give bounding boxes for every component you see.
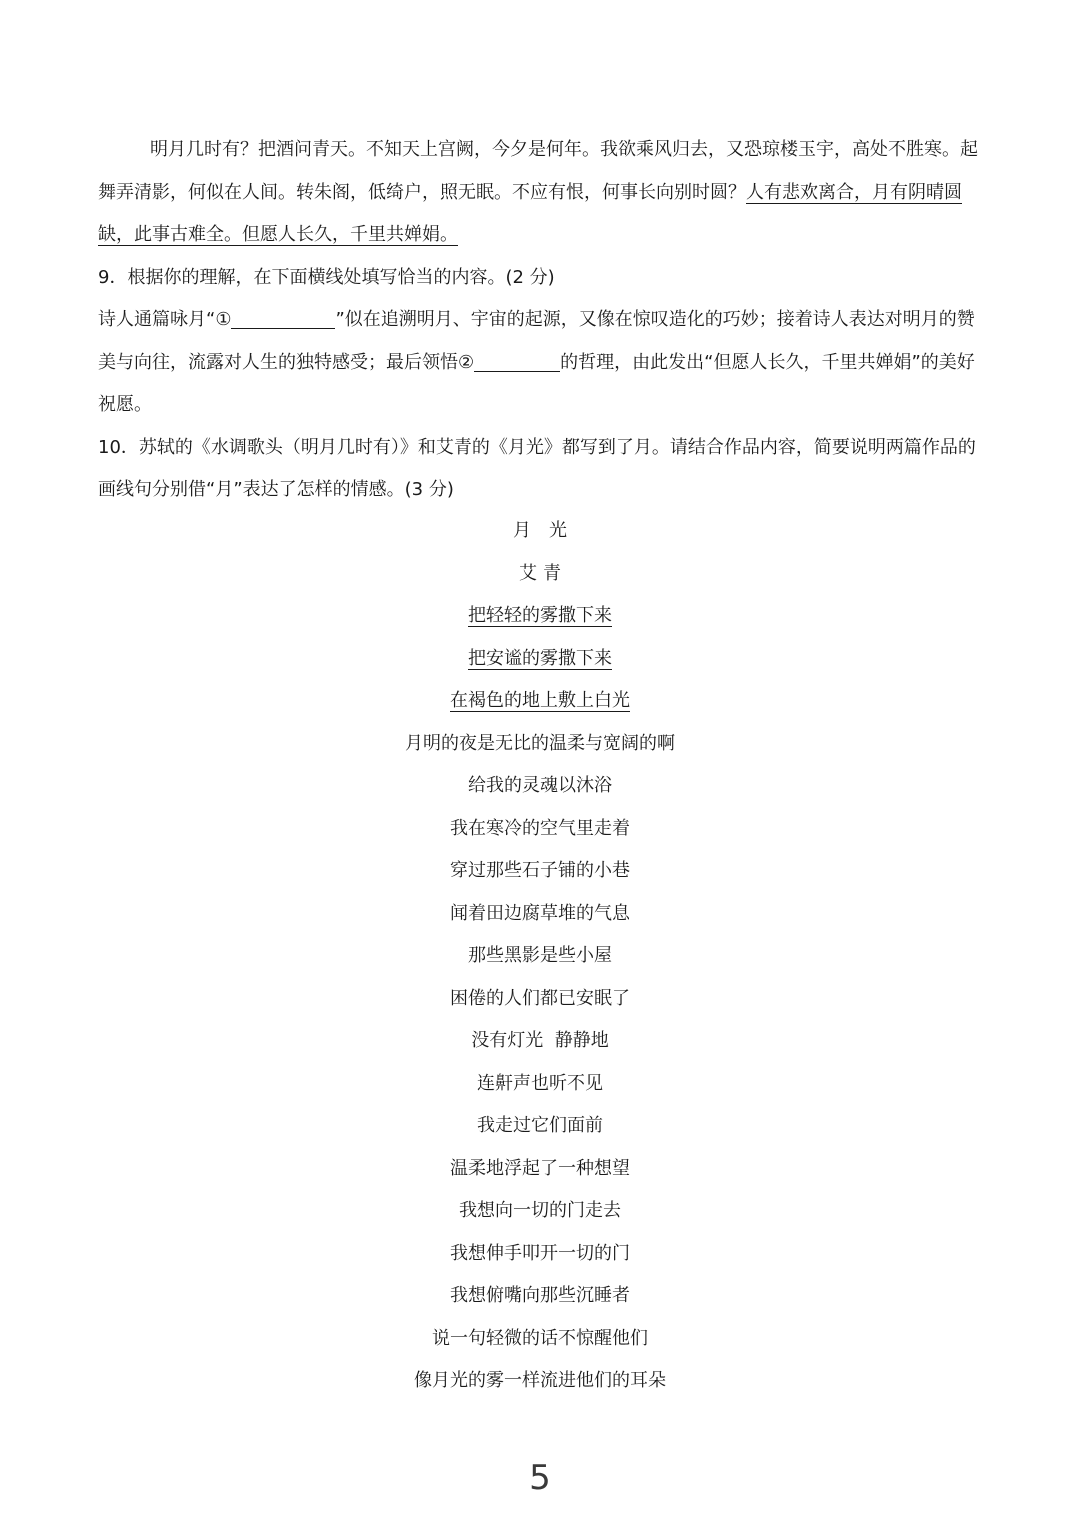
poem-line: 困倦的人们都已安眠了 — [450, 987, 630, 1009]
poem-line — [0, 595, 1080, 638]
poem-line: 说一句轻微的话不惊醒他们 — [432, 1327, 648, 1349]
poem-line: 穿过那些石子铺的小巷 — [450, 860, 630, 881]
question-9-stem: 9．根据你的理解，在下面横线处填写恰当的内容。(2 分) — [98, 266, 555, 288]
question-9-part-1: 诗人通篇咏月“① — [98, 309, 232, 330]
poem-author: 艾青 — [519, 562, 567, 584]
poem-moonlight — [0, 510, 1080, 1403]
question-9-part-3: 的哲理，由此发出“但愿人长久，千里共婵娟”的美好祝愿。 — [98, 351, 975, 415]
poem-line: 我走过它们面前 — [477, 1115, 603, 1136]
question-9-body — [98, 299, 988, 427]
poem-line: 我想俯嘴向那些沉睡者 — [450, 1285, 630, 1306]
passage-underlined-sentence: 人有悲欢离合，月有阴晴圆缺，此事古难全。但愿人长久，千里共婵娟。 — [98, 181, 962, 245]
poem-line-underlined: 把安谧的雾撒下来 — [468, 647, 612, 669]
poem-line: 我想伸手叩开一切的门 — [450, 1242, 630, 1264]
poem-line: 连鼾声也听不见 — [477, 1072, 603, 1094]
poem-line: 那些黑影是些小屋 — [468, 945, 612, 966]
poem-line-underlined: 在褐色的地上敷上白光 — [450, 690, 630, 711]
passage-text: 明月几时有？把酒问青天。不知天上宫阙，今夕是何年。我欲乘风归去，又恐琼楼玉宇，高处不胜寒。起舞弄清影，何似在人间。转朱阁，低绮户，照无眠。不应有恨，何事长向别时圆？ — [98, 139, 978, 203]
passage-and-questions — [98, 129, 988, 512]
poem-line: 闻着田边腐草堆的气息 — [450, 902, 630, 924]
poem-line — [0, 638, 1080, 681]
poem-line: 没有灯光 静静地 — [471, 1030, 609, 1051]
poem-line: 我在寒冷的空气里走着 — [450, 817, 630, 839]
poem-title: 月光 — [513, 520, 585, 541]
poem-line — [0, 680, 1080, 723]
poem-line-underlined: 把轻轻的雾撒下来 — [468, 605, 612, 626]
question-10-stem: 10．苏轼的《水调歌头（明月几时有）》和艾青的《月光》都写到了月。请结合作品内容，简要说明两篇作品的画线句分别借“月”表达了怎样的情感。(3 分) — [98, 436, 976, 500]
poem-line: 温柔地浮起了一种想望 — [450, 1157, 630, 1179]
answer-blank-2[interactable] — [474, 349, 560, 372]
poem-line: 像月光的雾一样流进他们的耳朵 — [414, 1370, 666, 1391]
poem-line: 我想向一切的门走去 — [459, 1200, 621, 1221]
poem-line: 月明的夜是无比的温柔与宽阔的啊 — [405, 732, 675, 754]
question-9-part-2: ”似在追溯明月、宇宙的起源，又像在惊叹造化的巧妙；接着诗人表达对明月的赞美与向往，流露对人生的独特感受；最后领悟② — [98, 309, 975, 373]
answer-blank-1[interactable] — [231, 306, 335, 329]
page-number: 5 — [529, 1458, 551, 1498]
poem-line: 给我的灵魂以沐浴 — [468, 775, 612, 796]
classical-passage — [98, 129, 988, 257]
